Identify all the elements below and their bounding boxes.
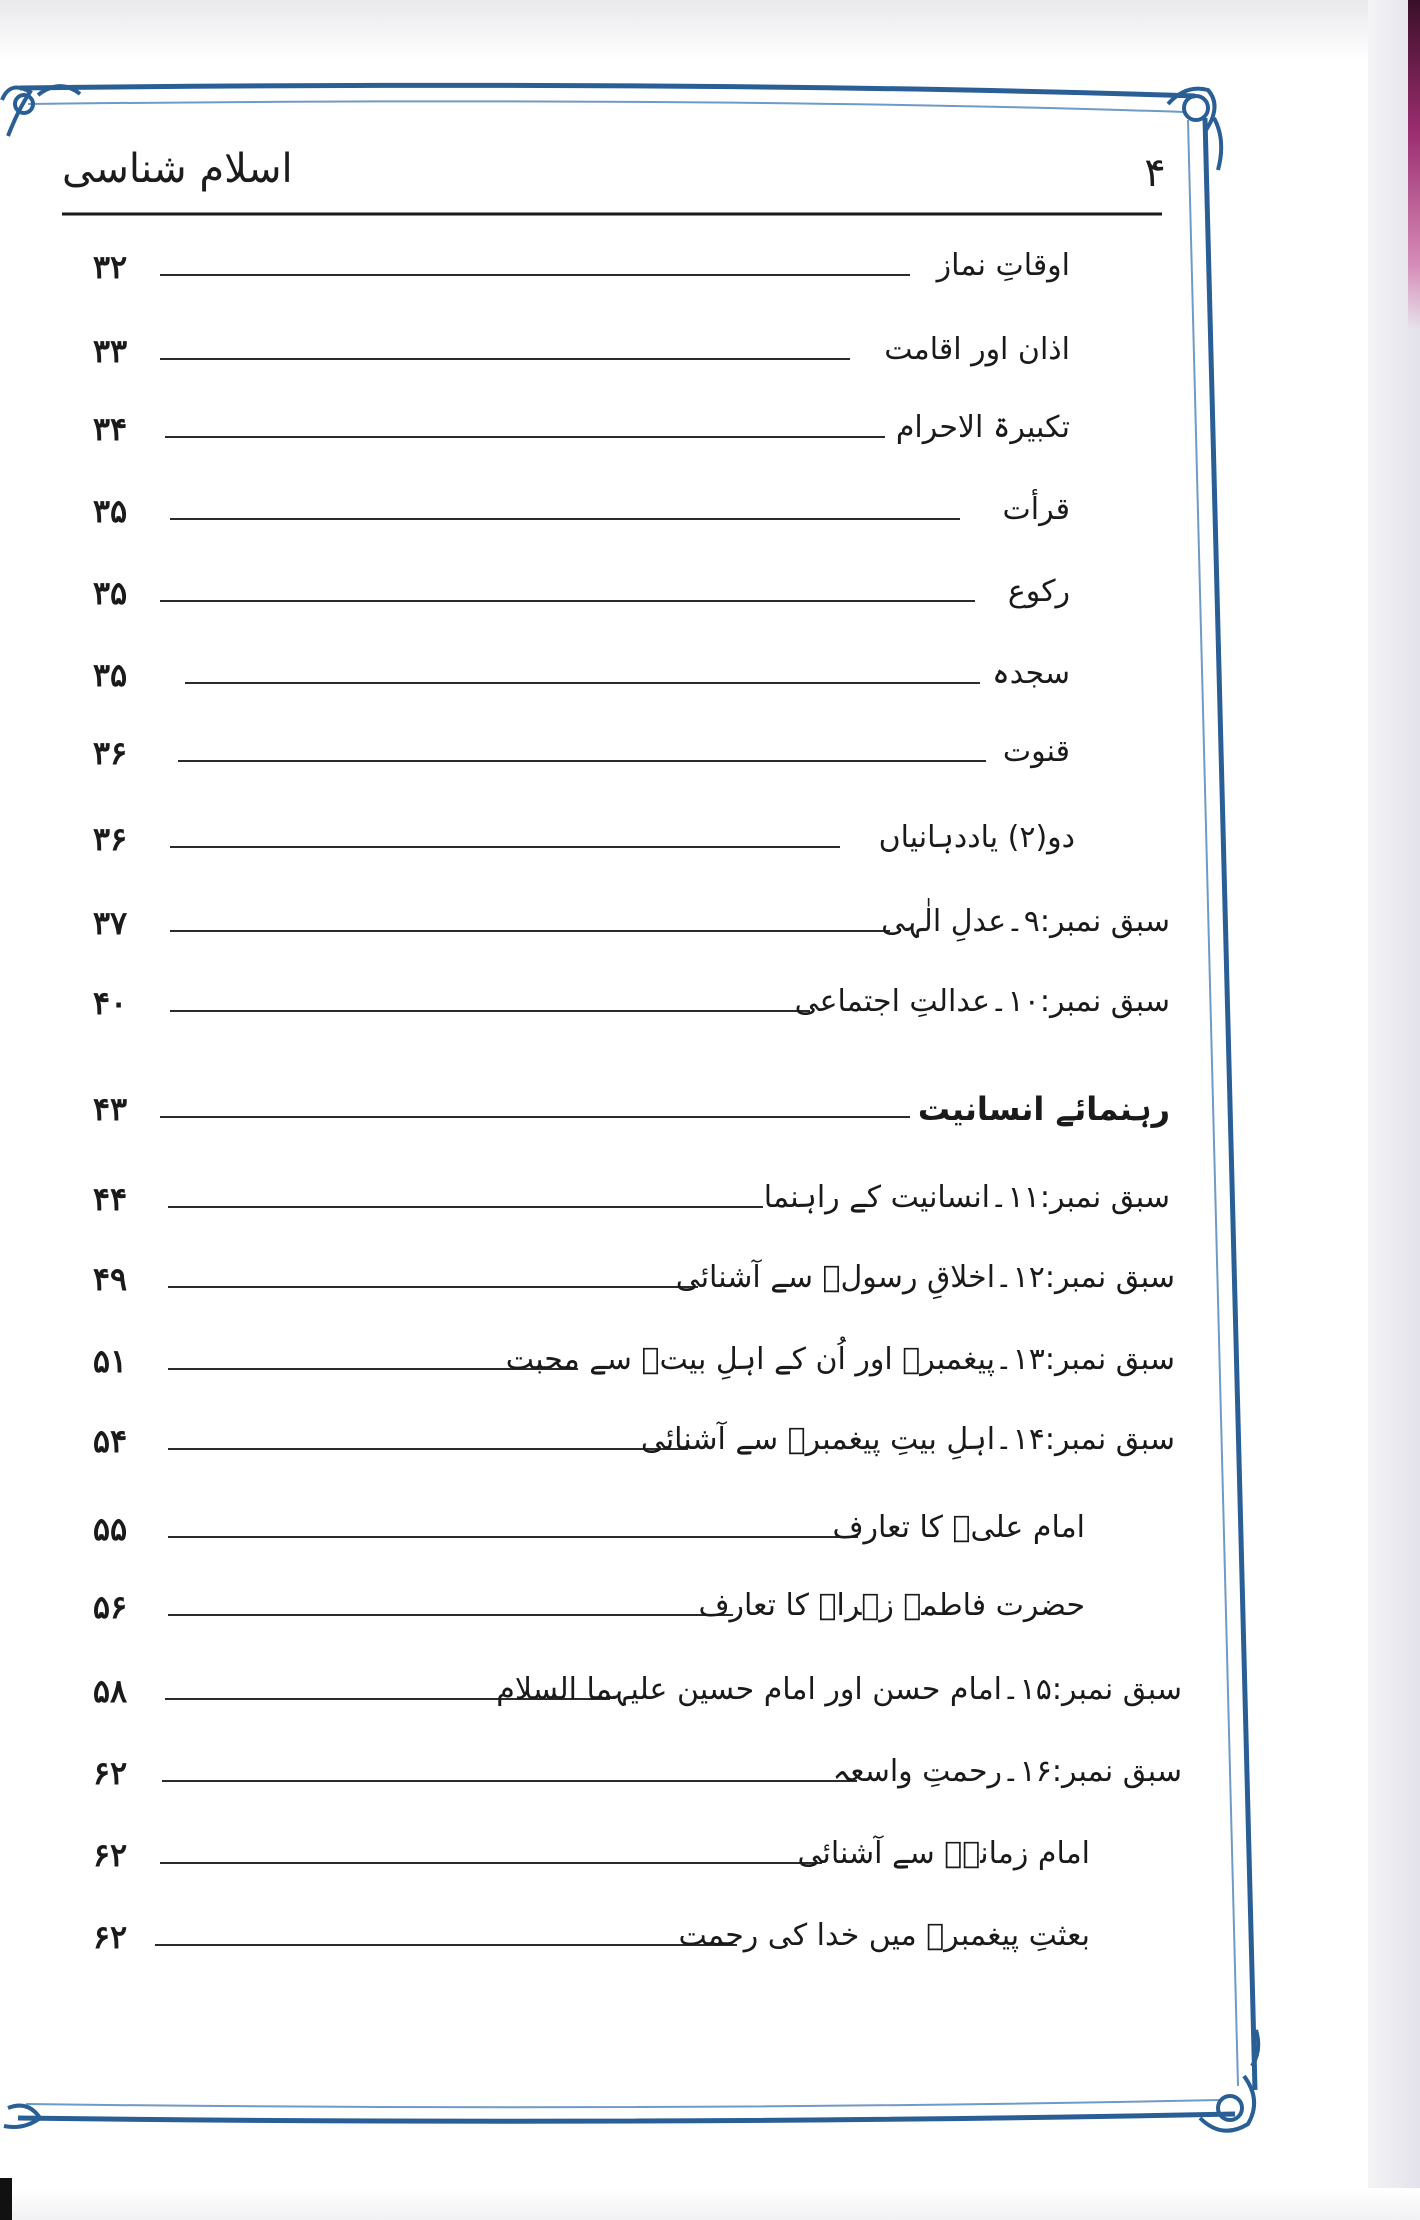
toc-title: دو(۲) یاددہانیاں bbox=[878, 820, 1075, 855]
toc-entry[interactable] bbox=[0, 1506, 1420, 1566]
toc-leader-line bbox=[160, 1116, 910, 1118]
toc-page-number: ۳۵ bbox=[92, 574, 128, 612]
toc-page-number: ۴۳ bbox=[92, 1090, 128, 1128]
toc-page-number: ۳۶ bbox=[92, 820, 128, 858]
toc-leader-line bbox=[160, 274, 910, 276]
toc-page-number: ۴۹ bbox=[92, 1260, 128, 1298]
toc-entry[interactable] bbox=[0, 816, 1420, 876]
toc-entry[interactable] bbox=[0, 1338, 1420, 1398]
toc-title: قنوت bbox=[1002, 734, 1070, 769]
toc-page-number: ۴۴ bbox=[92, 1180, 128, 1218]
toc-entry[interactable] bbox=[0, 1176, 1420, 1236]
toc-title: سجدہ bbox=[992, 656, 1070, 691]
toc-leader-line bbox=[155, 1944, 737, 1946]
toc-leader-line bbox=[168, 1286, 698, 1288]
toc-page-number: ۵۱ bbox=[92, 1342, 128, 1380]
toc-entry[interactable] bbox=[0, 1832, 1420, 1892]
toc-entry[interactable] bbox=[0, 244, 1420, 304]
toc-leader-line bbox=[170, 518, 960, 520]
toc-title: سبق نمبر:۱۳۔پیغمبرؐ اور اُن کے اہلِ بیتؑ سے محبت bbox=[505, 1342, 1175, 1377]
toc-leader-line bbox=[160, 600, 975, 602]
toc-title: قرأت bbox=[1002, 492, 1070, 527]
toc-title: اذان اور اقامت bbox=[884, 332, 1070, 367]
toc-leader-line bbox=[178, 760, 986, 762]
toc-leader-line bbox=[160, 358, 850, 360]
toc-entry[interactable] bbox=[0, 980, 1420, 1040]
toc-title: تکبیرۃ الاحرام bbox=[895, 410, 1070, 445]
toc-entry[interactable] bbox=[0, 1914, 1420, 1974]
toc-leader-line bbox=[165, 436, 885, 438]
toc-page-number: ۳۴ bbox=[92, 410, 128, 448]
toc-title: رہنمائے انسانیت bbox=[917, 1090, 1170, 1128]
toc-leader-line bbox=[160, 1862, 822, 1864]
toc-entry[interactable] bbox=[0, 900, 1420, 960]
toc-leader-line bbox=[170, 846, 840, 848]
toc-leader-line bbox=[168, 1614, 733, 1616]
toc-entry[interactable] bbox=[0, 570, 1420, 630]
toc-entry[interactable] bbox=[0, 1086, 1420, 1146]
toc-page-number: ۳۲ bbox=[92, 248, 128, 286]
header-page-number: ۴ bbox=[1144, 150, 1166, 196]
toc-leader-line bbox=[170, 930, 890, 932]
toc-entry[interactable] bbox=[0, 1418, 1420, 1478]
toc-leader-line bbox=[168, 1206, 763, 1208]
toc-title: بعثتِ پیغمبرؐ میں خدا کی رحمت bbox=[678, 1918, 1090, 1953]
toc-title: سبق نمبر:۱۶۔رحمتِ واسعہ bbox=[832, 1754, 1182, 1789]
toc-entry[interactable] bbox=[0, 1256, 1420, 1316]
toc-entry[interactable] bbox=[0, 1750, 1420, 1810]
toc-title: رکوع bbox=[1007, 574, 1070, 609]
toc-page-number: ۳۵ bbox=[92, 492, 128, 530]
toc-title: سبق نمبر:۱۵۔امام حسن اور امام حسین علیہما السلام bbox=[496, 1672, 1182, 1707]
toc-page-number: ۳۷ bbox=[92, 904, 128, 942]
toc-page-number: ۳۵ bbox=[92, 656, 128, 694]
toc-leader-line bbox=[185, 682, 980, 684]
toc-leader-line bbox=[162, 1780, 857, 1782]
corner-ornament-top-left bbox=[2, 86, 80, 136]
toc-entry[interactable] bbox=[0, 406, 1420, 466]
toc-entry[interactable] bbox=[0, 1584, 1420, 1644]
toc-page-number: ۳۳ bbox=[92, 332, 128, 370]
toc-page-number: ۵۸ bbox=[92, 1672, 128, 1710]
toc-leader-line bbox=[168, 1536, 858, 1538]
toc-page-number: ۵۶ bbox=[92, 1588, 128, 1626]
toc-entry[interactable] bbox=[0, 328, 1420, 388]
toc-entry[interactable] bbox=[0, 488, 1420, 548]
toc-leader-line bbox=[168, 1448, 688, 1450]
toc-page-number: ۶۲ bbox=[92, 1918, 128, 1956]
header-book-title: اسلام شناسی bbox=[62, 146, 293, 192]
toc-title: اوقاتِ نماز bbox=[936, 248, 1070, 283]
toc-title: سبق نمبر:۱۴۔اہلِ بیتِ پیغمبرؐ سے آشنائی bbox=[640, 1422, 1175, 1457]
toc-page-number: ۵۴ bbox=[92, 1422, 128, 1460]
toc-title: حضرت فاطمہ زہراؑ کا تعارف bbox=[698, 1588, 1085, 1623]
toc-title: سبق نمبر:۱۲۔اخلاقِ رسولؐ سے آشنائی bbox=[675, 1260, 1175, 1295]
toc-title: امام علیؑ کا تعارف bbox=[832, 1510, 1085, 1545]
toc-page-number: ۶۲ bbox=[92, 1836, 128, 1874]
toc-title: امام زمانہؑ سے آشنائی bbox=[797, 1836, 1090, 1871]
toc-page-number: ۶۲ bbox=[92, 1754, 128, 1792]
toc-entry[interactable] bbox=[0, 730, 1420, 790]
toc-page-number: ۴۰ bbox=[92, 984, 128, 1022]
toc-title: سبق نمبر:۱۰۔عدالتِ اجتماعی bbox=[794, 984, 1170, 1019]
toc-entry[interactable] bbox=[0, 1668, 1420, 1728]
toc-page-number: ۵۵ bbox=[92, 1510, 128, 1548]
toc-page-number: ۳۶ bbox=[92, 734, 128, 772]
toc-leader-line bbox=[170, 1010, 810, 1012]
toc-entry[interactable] bbox=[0, 652, 1420, 712]
toc-title: سبق نمبر:۹۔عدلِ الٰہی bbox=[881, 904, 1170, 939]
toc-title: سبق نمبر:۱۱۔انسانیت کے راہنما bbox=[763, 1180, 1170, 1215]
